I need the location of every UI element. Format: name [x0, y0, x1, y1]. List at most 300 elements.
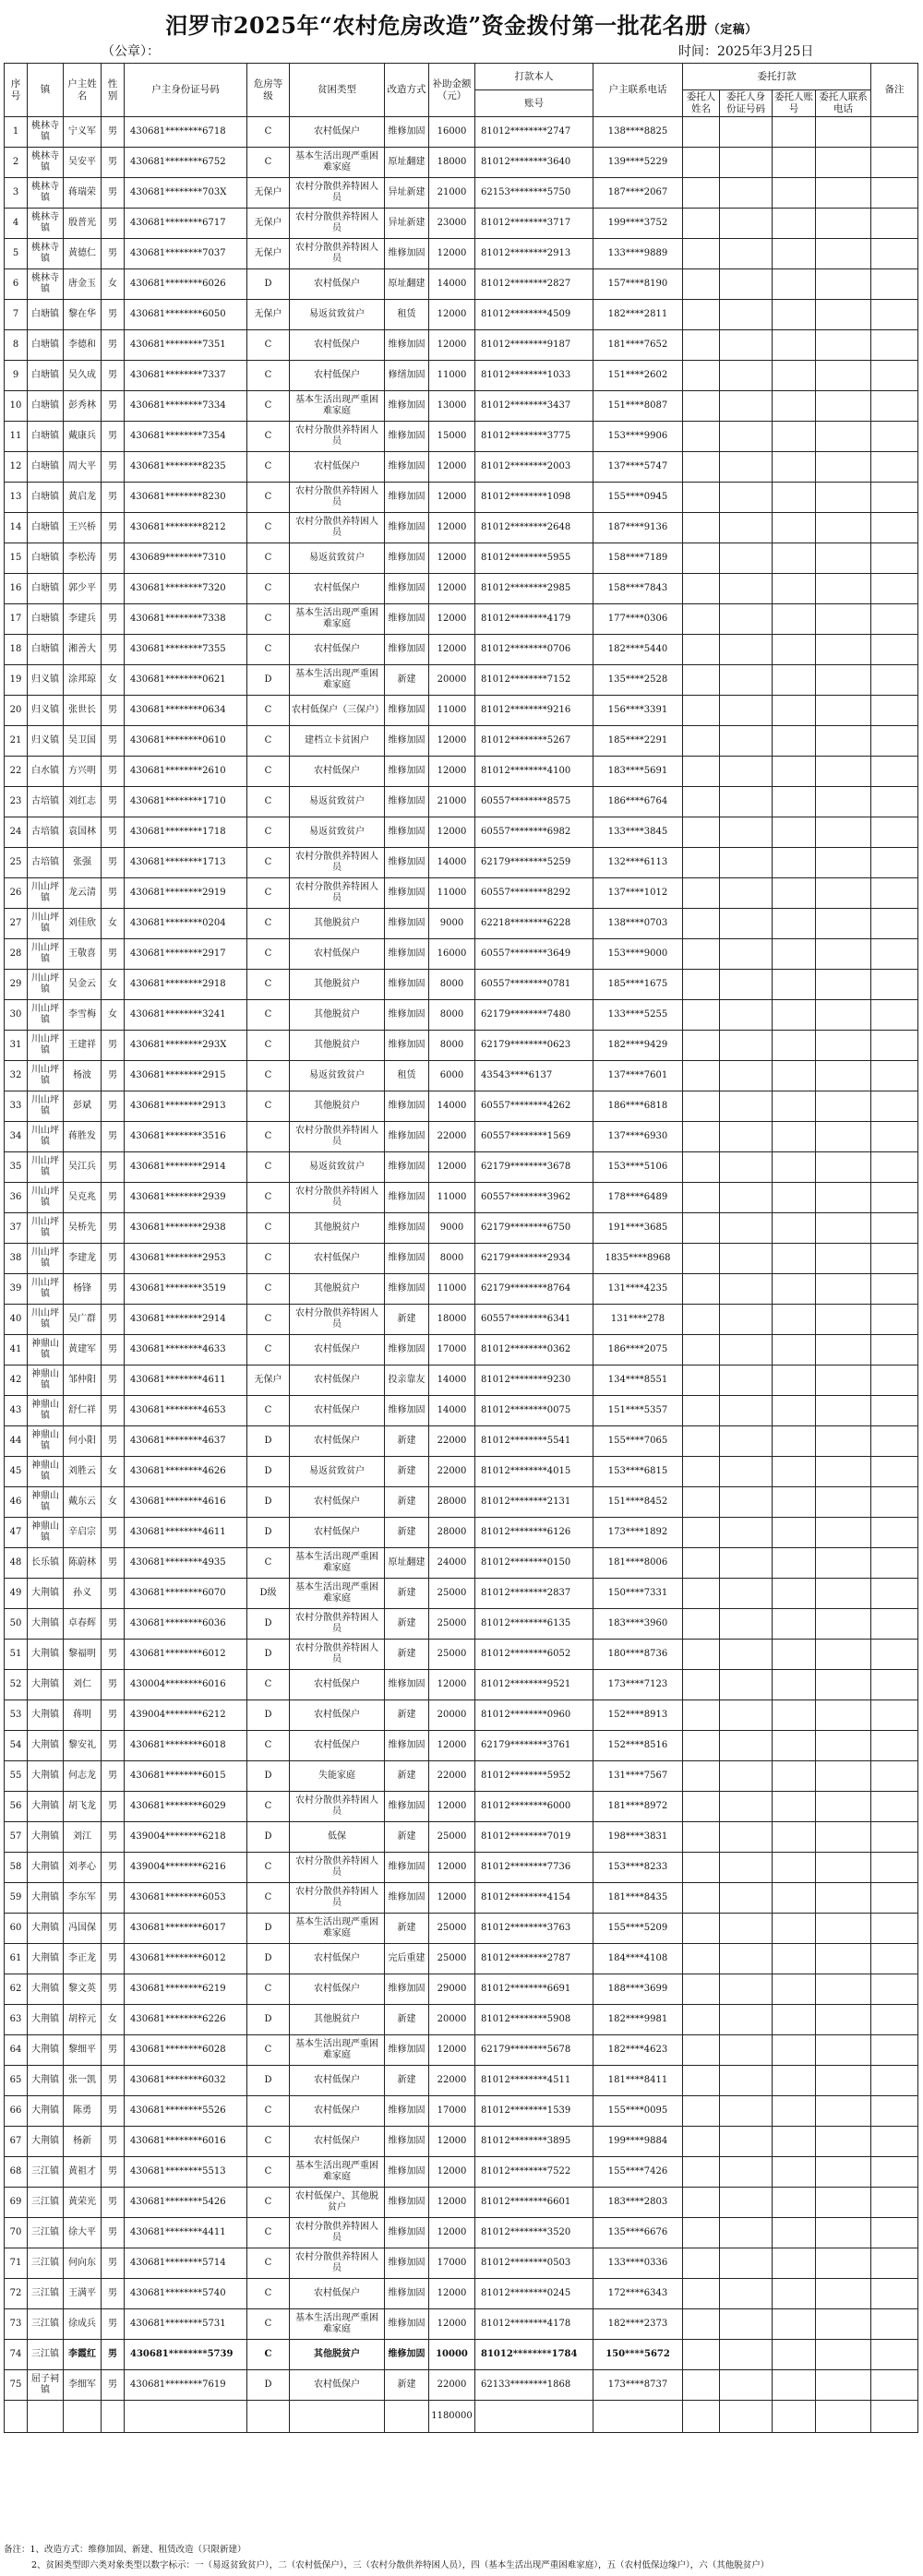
cell-amount: 12000: [429, 483, 475, 513]
cell-type: 易返贫致贫户: [290, 300, 385, 330]
cell-account: 81012********0245: [475, 2279, 593, 2309]
cell-town: 三江镇: [28, 2157, 64, 2188]
cell-entrust: [816, 543, 871, 574]
cell-town: 大荆镇: [28, 2005, 64, 2035]
cell-seq: 32: [5, 1061, 28, 1091]
cell-gender: 男: [102, 2218, 125, 2248]
cell-gender: 男: [102, 2157, 125, 2188]
cell-phone: 181****8006: [593, 1548, 683, 1579]
cell-id: 430681********4935: [125, 1548, 247, 1579]
cell-entrust: [816, 300, 871, 330]
cell-id: 430681********0634: [125, 696, 247, 726]
cell-type: 农村低保户: [290, 1487, 385, 1518]
cell-gender: 男: [102, 1761, 125, 1792]
cell-name: 龙云清: [64, 878, 102, 909]
cell-gender: 女: [102, 1457, 125, 1487]
cell-phone: 138****0703: [593, 909, 683, 939]
cell-entrust: [773, 1091, 816, 1122]
cell-phone: 151****8087: [593, 391, 683, 422]
cell-amount: 16000: [429, 117, 475, 148]
total-row-cell: [816, 2401, 871, 2433]
cell-level: D: [247, 1609, 290, 1640]
cell-id: 430681********7354: [125, 422, 247, 452]
cell-type: 农村低保户: [290, 1974, 385, 2005]
cell-seq: 53: [5, 1700, 28, 1731]
cell-phone: 137****6930: [593, 1122, 683, 1152]
cell-level: C: [247, 513, 290, 543]
cell-level: C: [247, 848, 290, 878]
footnotes: [4, 2542, 921, 2573]
table-row: [5, 452, 918, 483]
cell-id: 430681********6053: [125, 1883, 247, 1914]
cell-entrust: [720, 2035, 773, 2066]
cell-entrust: [816, 178, 871, 209]
cell-seq: 61: [5, 1944, 28, 1974]
cell-name: 殷普光: [64, 209, 102, 239]
cell-entrust: [720, 817, 773, 848]
cell-account: 62133********1868: [475, 2370, 593, 2401]
cell-seq: 36: [5, 1183, 28, 1213]
cell-entrust: [720, 1000, 773, 1031]
cell-id: 430681********1713: [125, 848, 247, 878]
cell-gender: 男: [102, 1366, 125, 1396]
cell-account: 81012********7019: [475, 1822, 593, 1853]
cell-entrust: [816, 1274, 871, 1305]
cell-phone: 186****6764: [593, 787, 683, 817]
cell-remark: [871, 1761, 918, 1792]
cell-remark: [871, 239, 918, 269]
cell-gender: 男: [102, 1579, 125, 1609]
cell-entrust: [816, 1457, 871, 1487]
cell-seq: 72: [5, 2279, 28, 2309]
cell-amount: 18000: [429, 148, 475, 178]
cell-type: 农村低保户（三保户）: [290, 696, 385, 726]
cell-entrust: [773, 361, 816, 391]
cell-remark: [871, 1944, 918, 1974]
cell-entrust: [816, 1974, 871, 2005]
cell-account: 60557********4262: [475, 1091, 593, 1122]
cell-id: 430681********5731: [125, 2309, 247, 2340]
cell-name: 蒋明: [64, 1700, 102, 1731]
cell-entrust: [683, 513, 720, 543]
cell-level: C: [247, 2340, 290, 2370]
cell-name: 何向东: [64, 2248, 102, 2279]
cell-id: 439004********6216: [125, 1853, 247, 1883]
cell-phone: 150****7331: [593, 1579, 683, 1609]
cell-remark: [871, 1640, 918, 1670]
total-row-cell: [593, 2401, 683, 2433]
header-name: 户主姓名: [64, 64, 102, 117]
cell-type: 农村低保户: [290, 2370, 385, 2401]
table-row: [5, 422, 918, 452]
cell-seq: 50: [5, 1609, 28, 1640]
cell-seq: 39: [5, 1274, 28, 1305]
cell-id: 430681********7334: [125, 391, 247, 422]
cell-entrust: [720, 757, 773, 787]
table-row: [5, 2279, 918, 2309]
table-row: [5, 1152, 918, 1183]
cell-remark: [871, 1305, 918, 1335]
cell-type: 基本生活出现严重困难家庭: [290, 1914, 385, 1944]
cell-phone: 133****9889: [593, 239, 683, 269]
cell-account: 81012********1539: [475, 2096, 593, 2127]
cell-account: 81012********5541: [475, 1426, 593, 1457]
cell-town: 大荆镇: [28, 2066, 64, 2096]
cell-entrust: [683, 1244, 720, 1274]
cell-entrust: [683, 2096, 720, 2127]
cell-phone: 181****7652: [593, 330, 683, 361]
cell-town: 归义镇: [28, 726, 64, 757]
cell-entrust: [773, 2035, 816, 2066]
cell-gender: 男: [102, 209, 125, 239]
cell-entrust: [720, 726, 773, 757]
cell-entrust: [773, 1914, 816, 1944]
cell-remark: [871, 269, 918, 300]
cell-entrust: [773, 1487, 816, 1518]
cell-level: 无保户: [247, 209, 290, 239]
cell-id: 430681********2913: [125, 1091, 247, 1122]
cell-name: 张强: [64, 848, 102, 878]
cell-level: C: [247, 2157, 290, 2188]
cell-entrust: [720, 209, 773, 239]
cell-type: 农村低保户: [290, 1731, 385, 1761]
cell-seq: 41: [5, 1335, 28, 1366]
cell-entrust: [816, 970, 871, 1000]
cell-id: 430681********5740: [125, 2279, 247, 2309]
cell-entrust: [720, 300, 773, 330]
cell-entrust: [816, 1944, 871, 1974]
cell-seq: 6: [5, 269, 28, 300]
cell-remark: [871, 422, 918, 452]
cell-town: 古培镇: [28, 787, 64, 817]
table-row: [5, 1183, 918, 1213]
cell-id: 430681********8230: [125, 483, 247, 513]
cell-remark: [871, 817, 918, 848]
cell-amount: 12000: [429, 1853, 475, 1883]
cell-entrust: [773, 1761, 816, 1792]
cell-type: 其他脱贫户: [290, 1213, 385, 1244]
cell-amount: 14000: [429, 1091, 475, 1122]
cell-name: 李细军: [64, 2370, 102, 2401]
cell-name: 吴广群: [64, 1305, 102, 1335]
cell-method: 新建: [385, 1487, 429, 1518]
cell-level: C: [247, 1031, 290, 1061]
cell-gender: 女: [102, 269, 125, 300]
cell-gender: 男: [102, 330, 125, 361]
cell-entrust: [773, 1457, 816, 1487]
cell-name: 陈蔚林: [64, 1548, 102, 1579]
cell-remark: [871, 1000, 918, 1031]
cell-level: C: [247, 696, 290, 726]
cell-entrust: [816, 1761, 871, 1792]
cell-method: 维修加固: [385, 391, 429, 422]
cell-gender: 男: [102, 2188, 125, 2218]
cell-method: 新建: [385, 2370, 429, 2401]
cell-town: 川山坪镇: [28, 1213, 64, 1244]
cell-level: C: [247, 726, 290, 757]
header-entrust-phone: 委托人联系电话: [816, 90, 871, 117]
cell-account: 81012********2003: [475, 452, 593, 483]
cell-entrust: [720, 787, 773, 817]
table-row: [5, 1091, 918, 1122]
cell-method: 维修加固: [385, 2340, 429, 2370]
cell-entrust: [720, 452, 773, 483]
cell-entrust: [683, 239, 720, 269]
cell-town: 大荆镇: [28, 2035, 64, 2066]
cell-seq: 22: [5, 757, 28, 787]
total-row-cell: [720, 2401, 773, 2433]
cell-id: 430681********6012: [125, 1640, 247, 1670]
cell-level: C: [247, 391, 290, 422]
cell-name: 唐金玉: [64, 269, 102, 300]
cell-entrust: [816, 361, 871, 391]
cell-seq: 51: [5, 1640, 28, 1670]
cell-method: 维修加固: [385, 817, 429, 848]
cell-phone: 172****6343: [593, 2279, 683, 2309]
cell-method: 维修加固: [385, 239, 429, 269]
cell-type: 农村低保户: [290, 1244, 385, 1274]
header-entrust-name: 委托人姓名: [683, 90, 720, 117]
cell-amount: 17000: [429, 2096, 475, 2127]
cell-town: 川山坪镇: [28, 970, 64, 1000]
cell-method: 新建: [385, 1579, 429, 1609]
cell-entrust: [720, 543, 773, 574]
cell-entrust: [773, 878, 816, 909]
cell-entrust: [720, 1487, 773, 1518]
cell-gender: 男: [102, 1305, 125, 1335]
table-row: [5, 2127, 918, 2157]
cell-method: 维修加固: [385, 1091, 429, 1122]
header-entrust-account: 委托人账号: [773, 90, 816, 117]
cell-id: 430681********1718: [125, 817, 247, 848]
cell-type: 农村分散供养特困人员: [290, 1122, 385, 1152]
cell-id: 430681********1710: [125, 787, 247, 817]
cell-seq: 58: [5, 1853, 28, 1883]
table-row: [5, 817, 918, 848]
cell-type: 其他脱贫户: [290, 1031, 385, 1061]
cell-entrust: [816, 939, 871, 970]
cell-type: 农村低保户: [290, 330, 385, 361]
cell-town: 川山坪镇: [28, 1091, 64, 1122]
cell-name: 杨波: [64, 1061, 102, 1091]
cell-account: 81012********3775: [475, 422, 593, 452]
cell-level: C: [247, 2279, 290, 2309]
cell-name: 李德和: [64, 330, 102, 361]
cell-type: 易返贫致贫户: [290, 1457, 385, 1487]
cell-remark: [871, 483, 918, 513]
cell-id: 430681********6036: [125, 1609, 247, 1640]
cell-entrust: [773, 300, 816, 330]
cell-account: 81012********6135: [475, 1609, 593, 1640]
cell-entrust: [720, 1122, 773, 1152]
cell-entrust: [773, 1822, 816, 1853]
cell-remark: [871, 2066, 918, 2096]
cell-account: 81012********5955: [475, 543, 593, 574]
cell-amount: 6000: [429, 1061, 475, 1091]
cell-seq: 74: [5, 2340, 28, 2370]
cell-type: 农村分散供养特困人员: [290, 2248, 385, 2279]
cell-entrust: [683, 330, 720, 361]
cell-name: 孙义: [64, 1579, 102, 1609]
table-row: [5, 1487, 918, 1518]
cell-phone: 131****7567: [593, 1761, 683, 1792]
cell-entrust: [720, 1244, 773, 1274]
cell-account: 81012********0503: [475, 2248, 593, 2279]
cell-amount: 17000: [429, 1335, 475, 1366]
cell-remark: [871, 1274, 918, 1305]
cell-gender: 女: [102, 665, 125, 696]
cell-entrust: [720, 391, 773, 422]
cell-phone: 155****7065: [593, 1426, 683, 1457]
cell-town: 三江镇: [28, 2218, 64, 2248]
cell-level: C: [247, 939, 290, 970]
cell-id: 430681********6012: [125, 1944, 247, 1974]
cell-entrust: [816, 1152, 871, 1183]
cell-phone: 156****3391: [593, 696, 683, 726]
cell-account: 81012********2913: [475, 239, 593, 269]
table-row: [5, 1244, 918, 1274]
cell-amount: 11000: [429, 696, 475, 726]
cell-seq: 63: [5, 2005, 28, 2035]
cell-entrust: [720, 2127, 773, 2157]
cell-seq: 17: [5, 604, 28, 635]
cell-level: C: [247, 1091, 290, 1122]
cell-method: 维修加固: [385, 726, 429, 757]
cell-gender: 男: [102, 726, 125, 757]
cell-town: 白塘镇: [28, 452, 64, 483]
cell-gender: 男: [102, 1670, 125, 1700]
table-row: [5, 665, 918, 696]
cell-gender: 男: [102, 483, 125, 513]
cell-phone: 173****1892: [593, 1518, 683, 1548]
table-row: [5, 604, 918, 635]
cell-level: C: [247, 1335, 290, 1366]
table-row: [5, 1213, 918, 1244]
cell-level: C: [247, 2096, 290, 2127]
cell-account: 81012********3437: [475, 391, 593, 422]
table-row: [5, 300, 918, 330]
cell-type: 基本生活出现严重困难家庭: [290, 391, 385, 422]
cell-account: 81012********6126: [475, 1518, 593, 1548]
cell-type: 低保: [290, 1822, 385, 1853]
cell-id: 430681********7338: [125, 604, 247, 635]
cell-level: C: [247, 1061, 290, 1091]
cell-name: 胡飞龙: [64, 1792, 102, 1822]
cell-id: 430681********2917: [125, 939, 247, 970]
cell-seq: 69: [5, 2188, 28, 2218]
cell-entrust: [720, 1183, 773, 1213]
cell-entrust: [773, 1579, 816, 1609]
cell-entrust: [773, 1366, 816, 1396]
cell-level: D: [247, 1487, 290, 1518]
cell-entrust: [816, 2035, 871, 2066]
cell-name: 郭少平: [64, 574, 102, 604]
cell-seq: 68: [5, 2157, 28, 2188]
table-row: [5, 1061, 918, 1091]
cell-level: C: [247, 1122, 290, 1152]
cell-town: 神鼎山镇: [28, 1457, 64, 1487]
cell-seq: 5: [5, 239, 28, 269]
cell-gender: 男: [102, 239, 125, 269]
cell-method: 维修加固: [385, 787, 429, 817]
cell-account: 60557********6341: [475, 1305, 593, 1335]
cell-gender: 女: [102, 1000, 125, 1031]
cell-amount: 12000: [429, 513, 475, 543]
cell-entrust: [773, 1061, 816, 1091]
cell-name: 吴江兵: [64, 1152, 102, 1183]
cell-method: 新建: [385, 1609, 429, 1640]
cell-amount: 25000: [429, 1640, 475, 1670]
table-row: [5, 696, 918, 726]
cell-method: 维修加固: [385, 2188, 429, 2218]
cell-seq: 48: [5, 1548, 28, 1579]
cell-remark: [871, 513, 918, 543]
cell-amount: 21000: [429, 787, 475, 817]
cell-method: 异址新建: [385, 178, 429, 209]
cell-seq: 54: [5, 1731, 28, 1761]
cell-entrust: [816, 1640, 871, 1670]
cell-amount: 12000: [429, 2127, 475, 2157]
cell-seq: 12: [5, 452, 28, 483]
cell-amount: 12000: [429, 1670, 475, 1700]
header-remark: 备注: [871, 64, 918, 117]
cell-id: 430681********7037: [125, 239, 247, 269]
cell-remark: [871, 1213, 918, 1244]
cell-town: 神鼎山镇: [28, 1335, 64, 1366]
cell-entrust: [683, 1396, 720, 1426]
cell-id: 430681********4633: [125, 1335, 247, 1366]
cell-remark: [871, 848, 918, 878]
cell-entrust: [816, 1792, 871, 1822]
cell-remark: [871, 574, 918, 604]
table-row: [5, 391, 918, 422]
cell-phone: 134****8551: [593, 1366, 683, 1396]
cell-remark: [871, 543, 918, 574]
cell-remark: [871, 2218, 918, 2248]
cell-entrust: [720, 148, 773, 178]
cell-seq: 14: [5, 513, 28, 543]
cell-entrust: [816, 2309, 871, 2340]
cell-entrust: [720, 2279, 773, 2309]
cell-entrust: [773, 604, 816, 635]
cell-seq: 33: [5, 1091, 28, 1122]
cell-name: 黎文英: [64, 1974, 102, 2005]
cell-remark: [871, 2309, 918, 2340]
date-label: 时间：2025年3月25日: [678, 44, 814, 59]
sub-header: [0, 42, 923, 60]
cell-gender: 女: [102, 970, 125, 1000]
table-row: [5, 2370, 918, 2401]
cell-seq: 2: [5, 148, 28, 178]
cell-entrust: [683, 1335, 720, 1366]
cell-entrust: [773, 2218, 816, 2248]
cell-name: 冯国保: [64, 1914, 102, 1944]
cell-account: 62179********2934: [475, 1244, 593, 1274]
cell-amount: 25000: [429, 1579, 475, 1609]
cell-name: 王满平: [64, 2279, 102, 2309]
cell-id: 439004********6212: [125, 1700, 247, 1731]
cell-entrust: [816, 483, 871, 513]
cell-level: C: [247, 543, 290, 574]
cell-entrust: [720, 361, 773, 391]
cell-remark: [871, 665, 918, 696]
cell-amount: 18000: [429, 1305, 475, 1335]
cell-town: 桃林寺镇: [28, 239, 64, 269]
cell-account: 60557********8575: [475, 787, 593, 817]
cell-account: 81012********7522: [475, 2157, 593, 2188]
cell-entrust: [773, 574, 816, 604]
cell-seq: 38: [5, 1244, 28, 1274]
